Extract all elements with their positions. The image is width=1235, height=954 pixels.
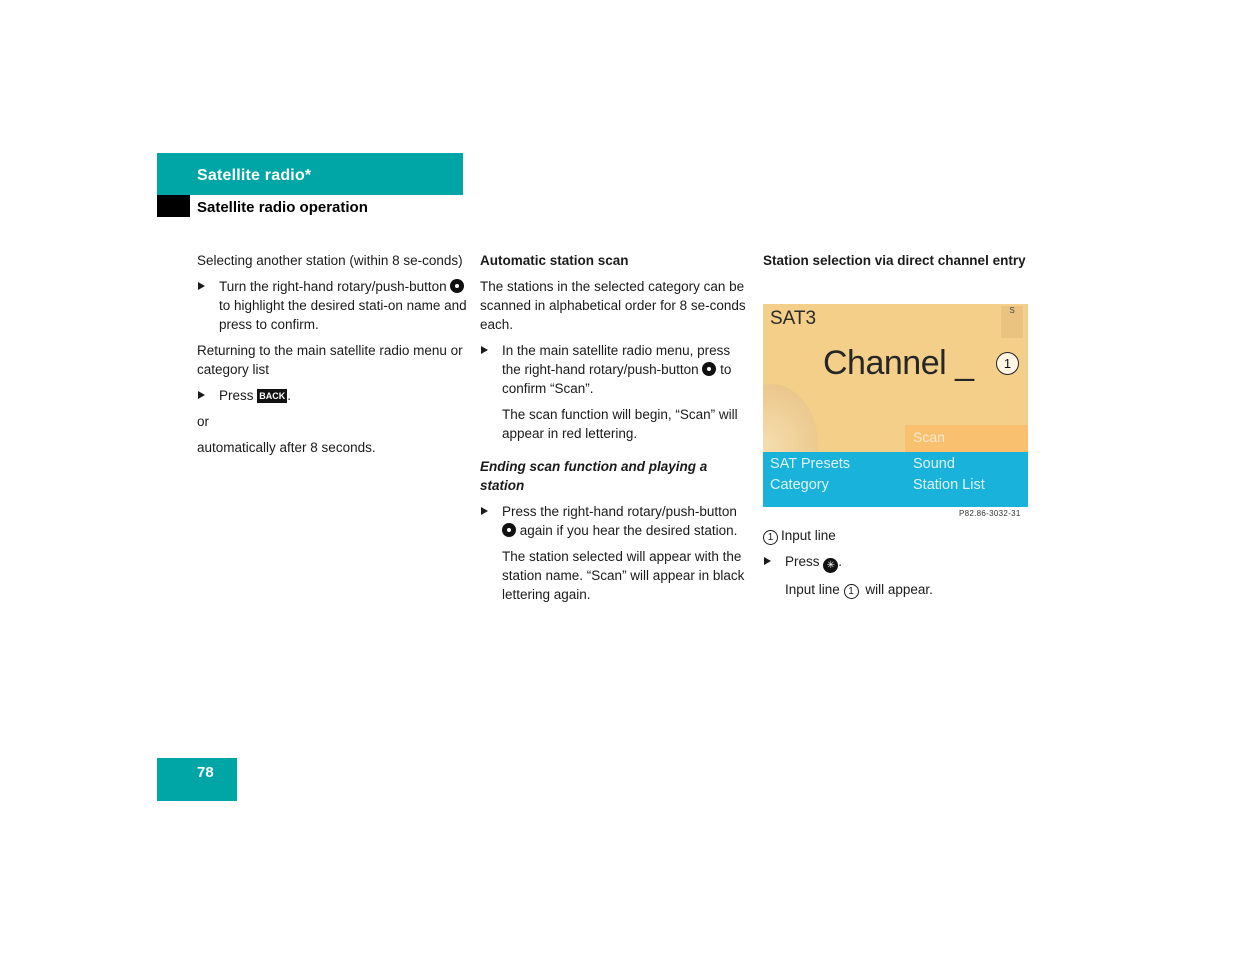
step-item: Press the right-hand rotary/push-button again if you hear the desired station.: [480, 502, 746, 540]
column-3: [763, 251, 1029, 277]
legend-item: 1 Input line: [763, 526, 1029, 545]
column-2: [480, 251, 746, 611]
bullet-triangle-icon: [481, 507, 488, 515]
screen-menu-category: Category: [770, 477, 829, 493]
bullet-triangle-icon: [198, 282, 205, 290]
step-item: Press BACK .: [197, 386, 467, 405]
paragraph: Returning to the main satellite radio menu or category list: [197, 343, 463, 377]
back-key-icon: BACK: [259, 391, 286, 401]
paragraph: Selecting another station (within 8 se-conds): [197, 253, 463, 268]
display-screen-illustration: [763, 304, 1028, 507]
paragraph: The stations in the selected category can be scanned in alphabetical order for 8 se-conds each.: [480, 279, 746, 332]
section-heading: Station selection via direct channel entry: [763, 253, 1026, 268]
subsection-title: Satellite radio operation: [197, 199, 368, 216]
step-item: Press ✳ .: [763, 552, 1029, 573]
callout-marker: 1: [996, 352, 1019, 375]
result-text: The scan function will begin, “Scan” will appear in red lettering.: [502, 407, 738, 441]
star-button-icon: ✳: [823, 558, 838, 573]
section-heading: Automatic station scan: [480, 253, 629, 268]
section-title: Satellite radio*: [197, 167, 312, 184]
paragraph: or: [197, 414, 210, 429]
bullet-triangle-icon: [198, 391, 205, 399]
step-item: In the main satellite radio menu, press the right-hand rotary/push-button to confirm “Scan”.: [480, 341, 746, 398]
screen-band-label: SAT3: [770, 308, 817, 329]
callout-number: 1: [844, 584, 859, 599]
column-1: [197, 251, 467, 464]
callout-number: 1: [763, 530, 778, 545]
bullet-triangle-icon: [481, 346, 488, 354]
rotary-button-icon: [502, 523, 516, 537]
figure-reference-code: P82.86-3032-31: [959, 509, 1021, 518]
bullet-triangle-icon: [764, 557, 771, 565]
column-3-lower: [763, 526, 1029, 606]
step-item: Turn the right-hand rotary/push-button to highlight the desired stati-on name and press to confirm.: [197, 277, 467, 334]
paragraph: automatically after 8 seconds.: [197, 440, 376, 455]
screen-menu-sat-presets: SAT Presets: [770, 456, 851, 472]
result-text: The station selected will appear with the station name. “Scan” will appear in black lettering again.: [502, 549, 745, 602]
page-number: 78: [197, 764, 214, 781]
section-heading: Ending scan function and playing a station: [480, 459, 708, 493]
signal-icon: S: [1001, 306, 1023, 338]
screen-channel-text: Channel _: [823, 344, 974, 382]
rotary-button-icon: [702, 362, 716, 376]
result-text: Input line 1 will appear.: [785, 582, 933, 597]
screen-menu-station-list: Station List: [913, 477, 985, 493]
subsection-marker: [157, 195, 190, 217]
rotary-button-icon: [450, 279, 464, 293]
screen-scan-label: Scan: [913, 429, 945, 445]
screen-menu-sound: Sound: [913, 456, 955, 472]
